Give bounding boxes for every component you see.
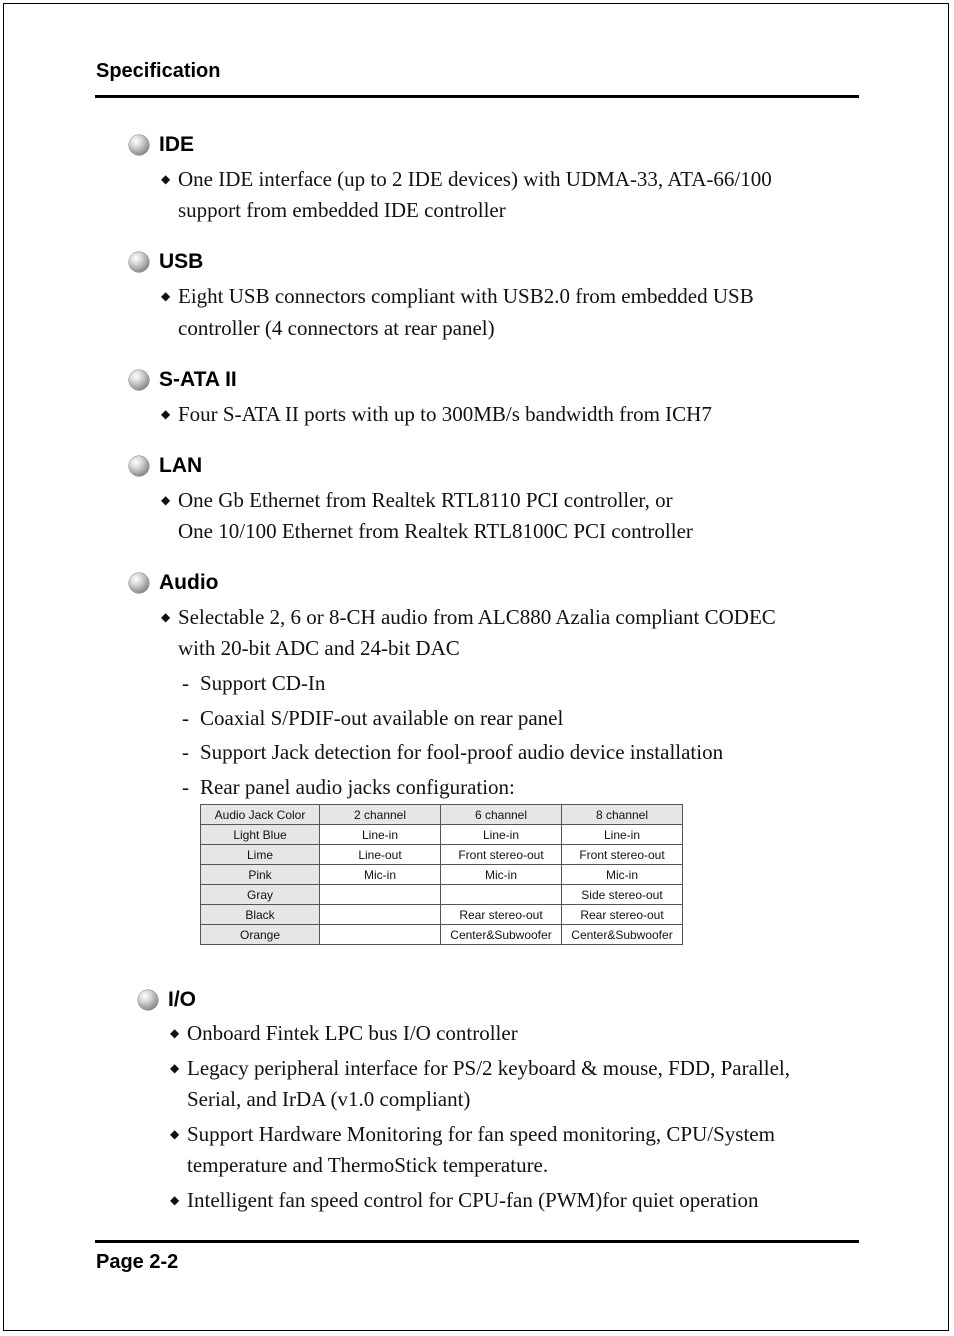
audio-item-line: with 20-bit ADC and 24-bit DAC bbox=[178, 636, 460, 660]
audio-subitem: Support CD-In bbox=[200, 671, 326, 695]
audio-subitem: Rear panel audio jacks configuration: bbox=[200, 775, 515, 799]
section-usb-heading bbox=[129, 250, 203, 274]
ide-item-line: One IDE interface (up to 2 IDE devices) with UDMA-33, ATA-66/100 bbox=[178, 167, 772, 191]
section-audio-heading bbox=[129, 571, 218, 595]
section-title: LAN bbox=[159, 454, 203, 477]
table-cell: Gray bbox=[201, 885, 320, 905]
io-item-line: Support Hardware Monitoring for fan speed monitoring, CPU/System bbox=[187, 1122, 775, 1146]
table-header-cell: Audio Jack Color bbox=[201, 805, 320, 825]
table-cell bbox=[320, 885, 441, 905]
table-cell: Line-in bbox=[562, 825, 683, 845]
io-item-line: Serial, and IrDA (v1.0 compliant) bbox=[187, 1087, 471, 1111]
table-cell: Lime bbox=[201, 845, 320, 865]
table-row bbox=[201, 905, 683, 925]
audio-jack-table bbox=[200, 804, 683, 945]
table-cell: Pink bbox=[201, 865, 320, 885]
bullet-ball-icon bbox=[138, 990, 158, 1010]
dash-bullet: - bbox=[182, 671, 189, 695]
table-cell: Black bbox=[201, 905, 320, 925]
table-cell bbox=[320, 905, 441, 925]
table-cell: Center&Subwoofer bbox=[441, 925, 562, 945]
table-cell: Line-in bbox=[320, 825, 441, 845]
diamond-bullet-icon: ◆ bbox=[170, 1127, 180, 1141]
lan-item-line: One 10/100 Ethernet from Realtek RTL8100C PCI controller bbox=[178, 519, 693, 543]
table-cell: Front stereo-out bbox=[441, 845, 562, 865]
table-row bbox=[201, 865, 683, 885]
io-item-line: Onboard Fintek LPC bus I/O controller bbox=[187, 1021, 518, 1045]
diamond-bullet-icon: ◆ bbox=[161, 493, 171, 507]
header-rule bbox=[95, 95, 859, 98]
diamond-bullet-icon: ◆ bbox=[170, 1193, 180, 1207]
table-row bbox=[201, 845, 683, 865]
diamond-bullet-icon: ◆ bbox=[161, 172, 171, 186]
section-title: I/O bbox=[168, 988, 197, 1011]
table-cell: Line-in bbox=[441, 825, 562, 845]
table-header-cell: 6 channel bbox=[441, 805, 562, 825]
diamond-bullet-icon: ◆ bbox=[161, 289, 171, 303]
ide-item-line: support from embedded IDE controller bbox=[178, 198, 506, 222]
diamond-bullet-icon: ◆ bbox=[161, 407, 171, 421]
section-title: S-ATA II bbox=[159, 368, 237, 391]
bullet-ball-icon bbox=[129, 456, 149, 476]
table-row bbox=[201, 885, 683, 905]
table-cell: Rear stereo-out bbox=[441, 905, 562, 925]
bullet-ball-icon bbox=[129, 370, 149, 390]
section-ide-heading bbox=[129, 133, 194, 157]
dash-bullet: - bbox=[182, 775, 189, 799]
dash-bullet: - bbox=[182, 706, 189, 730]
bullet-ball-icon bbox=[129, 573, 149, 593]
audio-item-line: Selectable 2, 6 or 8-CH audio from ALC880 Azalia compliant CODEC bbox=[178, 605, 776, 629]
section-lan-heading bbox=[129, 454, 202, 478]
table-header-cell: 8 channel bbox=[562, 805, 683, 825]
section-io-heading bbox=[138, 988, 196, 1012]
footer-rule bbox=[95, 1240, 859, 1243]
io-item-line: temperature and ThermoStick temperature. bbox=[187, 1153, 549, 1177]
table-cell: Mic-in bbox=[320, 865, 441, 885]
table-cell: Center&Subwoofer bbox=[562, 925, 683, 945]
table-cell: Rear stereo-out bbox=[562, 905, 683, 925]
lan-item-line: One Gb Ethernet from Realtek RTL8110 PCI controller, or bbox=[178, 488, 673, 512]
table-cell: Line-out bbox=[320, 845, 441, 865]
table-row bbox=[201, 825, 683, 845]
bullet-ball-icon bbox=[129, 252, 149, 272]
section-title: Audio bbox=[159, 571, 219, 594]
table-row bbox=[201, 925, 683, 945]
table-header-cell: 2 channel bbox=[320, 805, 441, 825]
usb-item-line: Eight USB connectors compliant with USB2.0 from embedded USB bbox=[178, 284, 754, 308]
table-cell: Orange bbox=[201, 925, 320, 945]
page-header-title: Specification bbox=[96, 60, 221, 82]
table-cell: Side stereo-out bbox=[562, 885, 683, 905]
io-item-line: Intelligent fan speed control for CPU-fan (PWM)for quiet operation bbox=[187, 1188, 759, 1212]
usb-item-line: controller (4 connectors at rear panel) bbox=[178, 316, 495, 340]
audio-subitem: Coaxial S/PDIF-out available on rear panel bbox=[200, 706, 564, 730]
diamond-bullet-icon: ◆ bbox=[170, 1026, 180, 1040]
table-cell: Mic-in bbox=[441, 865, 562, 885]
diamond-bullet-icon: ◆ bbox=[170, 1061, 180, 1075]
io-item-line: Legacy peripheral interface for PS/2 keyboard & mouse, FDD, Parallel, bbox=[187, 1056, 790, 1080]
table-cell bbox=[441, 885, 562, 905]
bullet-ball-icon bbox=[129, 135, 149, 155]
sata-item-line: Four S-ATA II ports with up to 300MB/s bandwidth from ICH7 bbox=[178, 402, 712, 426]
section-title: IDE bbox=[159, 133, 195, 156]
table-header-row bbox=[201, 805, 683, 825]
table-cell bbox=[320, 925, 441, 945]
diamond-bullet-icon: ◆ bbox=[161, 610, 171, 624]
section-sata-heading bbox=[129, 368, 237, 392]
dash-bullet: - bbox=[182, 740, 189, 764]
table-cell: Light Blue bbox=[201, 825, 320, 845]
table-cell: Mic-in bbox=[562, 865, 683, 885]
section-title: USB bbox=[159, 250, 204, 273]
page-number: Page 2-2 bbox=[96, 1251, 179, 1273]
audio-subitem: Support Jack detection for fool-proof audio device installation bbox=[200, 740, 724, 764]
table-cell: Front stereo-out bbox=[562, 845, 683, 865]
